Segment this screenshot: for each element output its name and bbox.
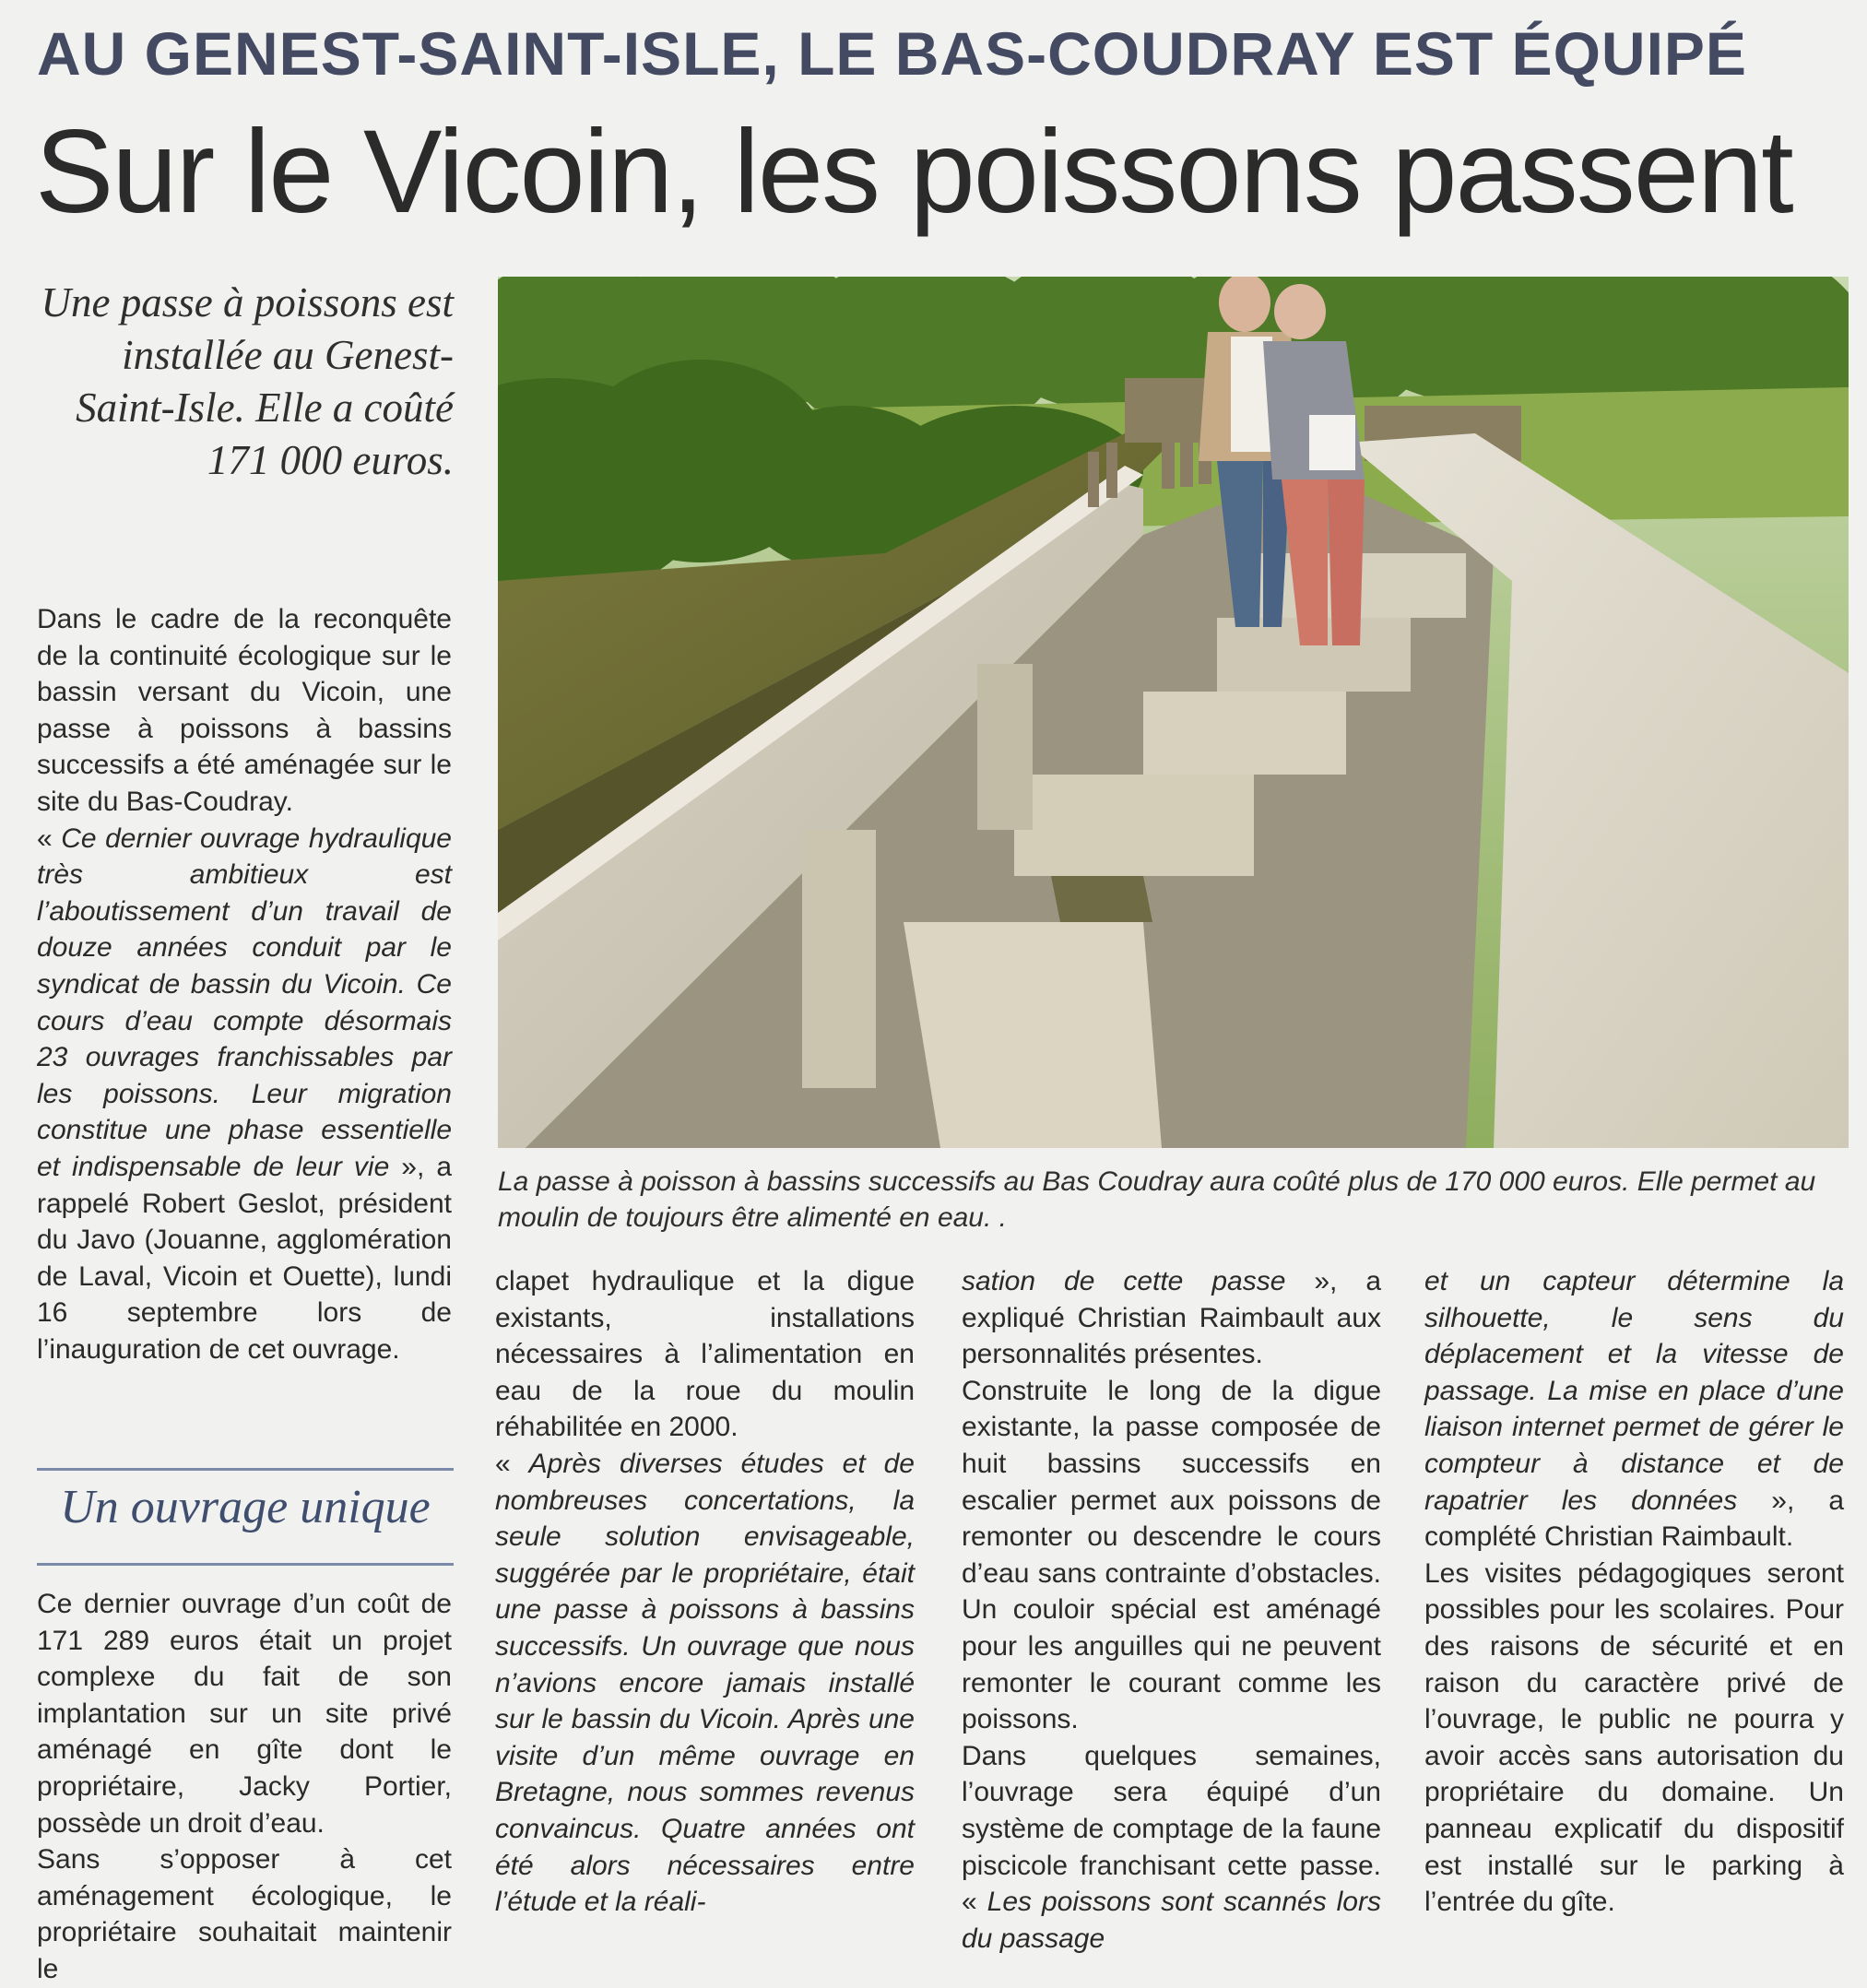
paragraph: Construite le long de la digue existante, la passe composée de huit bassins successifs en escalier permet aux poissons de remonter ou descendre le cours d’eau sans contrainte d’obstacles. Un couloir spécial est aménagé pour les anguilles qui ne peuvent remonter le courant comme les poissons.	[962, 1375, 1381, 1735]
quote-open: «	[37, 822, 62, 854]
paragraph	[962, 1738, 1381, 1958]
column-4	[1424, 1263, 1844, 1921]
quote: et un capteur détermine la silhouette, le sens du déplacement et la vitesse de passage. La mise en place d’une liaison internet permet de gérer le compteur à distance et de rapatrier les données	[1424, 1266, 1844, 1516]
paragraph: Ce dernier ouvrage d’un coût de 171 289 euros était un projet complexe du fait de son implantation sur un site privé aménagé en gîte dont le propriétaire, Jacky Portier, possède un droit d’eau.	[37, 1589, 452, 1839]
fish-pass-photo	[498, 277, 1849, 1148]
article-kicker: AU GENEST-SAINT-ISLE, LE BAS-COUDRAY EST ÉQUIPÉ	[37, 19, 1747, 88]
paragraph: Dans le cadre de la reconquête de la continuité écologique sur le bassin versant du Vicoin, une passe à poissons à bassins successifs a été aménagée sur le site du Bas-Coudray.	[37, 604, 452, 817]
paragraph	[1424, 1263, 1844, 1556]
subhead: Un ouvrage unique	[60, 1481, 431, 1533]
column-1	[37, 601, 452, 1367]
quote: Après diverses études et de nombreuses concertations, la seule solution envisageable, suggérée par le propriétaire, était une passe à poissons à bassins successifs. Un ouvrage que nous n’avions encore jamais installé sur le bassin du Vicoin. Après une visite d’un même ouvrage en Bretagne, nous sommes revenus convaincus. Quatre années ont été alors nécessaires entre l’étude et la réali-	[495, 1448, 915, 1918]
column-3	[962, 1263, 1381, 1957]
column-2	[495, 1263, 915, 1921]
paragraph-text: Dans quelques semaines, l’ouvrage sera équipé d’un système de comptage de la faune piscicole franchisant cette passe. «	[962, 1740, 1381, 1918]
paragraph	[37, 821, 452, 1368]
paragraph	[495, 1446, 915, 1921]
article-standfirst: Une passe à poissons est installée au Genest-Saint-Isle. Elle a coûté 171 000 euros.	[41, 279, 454, 483]
quote: Ce dernier ouvrage hydraulique très ambitieux est l’aboutissement d’un travail de douze années conduit par le syndicat de bassin du Vicoin. Ce cours d’eau compte désormais 23 ouvrages franchissables par les poissons. Leur migration constitue une phase essentielle et indispensable de leur vie	[37, 822, 452, 1182]
paragraph	[962, 1263, 1381, 1373]
column-1-continued	[37, 1586, 452, 1988]
paragraph: Sans s’opposer à cet aménagement écologique, le propriétaire souhaitait maintenir le	[37, 1844, 452, 1984]
quote: Les poissons sont scannés lors du passage	[962, 1887, 1381, 1954]
fish-pass-illustration	[498, 277, 1849, 1148]
article-headline: Sur le Vicoin, les poissons passent	[35, 106, 1792, 238]
quote-attribution: », a complété Christian Raimbault.	[1424, 1485, 1844, 1553]
paragraph: Les visites pédagogiques seront possibles pour les scolaires. Pour des raisons de sécurité et en raison du caractère privé de l’ouvrage, le public ne pourra y avoir accès sans autorisation du propriétaire du domaine. Un panneau explicatif du dispositif est installé sur le parking à l’entrée du gîte.	[1424, 1557, 1844, 1918]
quote-attribution: », a expliqué Christian Raimbault aux personnalités présentes.	[962, 1266, 1382, 1370]
quote-open: «	[495, 1448, 529, 1479]
quote: sation de cette passe	[962, 1266, 1286, 1296]
subhead-box	[37, 1468, 454, 1566]
quote-attribution: », a rappelé Robert Geslot, président du Javo (Jouanne, agglomération de Laval, Vicoin et Ouette), lundi 16 septembre lors de l’inauguration de cet ouvrage.	[37, 1151, 453, 1365]
photo-caption: La passe à poisson à bassins successifs au Bas Coudray aura coûté plus de 170 000 euros. Elle permet au moulin de toujours être alimenté en eau. .	[498, 1166, 1816, 1233]
paragraph: clapet hydraulique et la digue existants, installations nécessaires à l’alimentation en eau de la roue du moulin réhabilitée en 2000.	[495, 1266, 915, 1443]
